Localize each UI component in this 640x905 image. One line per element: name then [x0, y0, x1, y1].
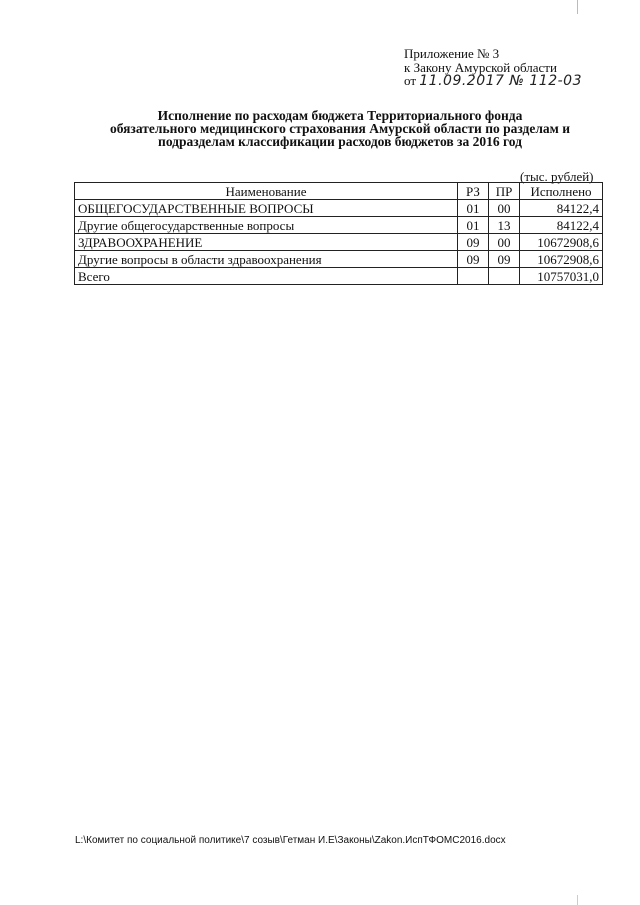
header-executed: Исполнено: [520, 183, 603, 200]
header-name: Наименование: [75, 183, 458, 200]
expenditure-table: [74, 182, 603, 285]
units-label: (тыс. рублей): [520, 169, 594, 184]
row-value: 10757031,0: [520, 268, 603, 285]
table-row: [75, 251, 603, 268]
row-pr: 13: [489, 217, 520, 234]
appendix-law: к Закону Амурской области: [404, 59, 557, 75]
row-name: ЗДРАВООХРАНЕНИЕ: [75, 234, 458, 251]
table-row: [75, 200, 603, 217]
appendix-date-line: [404, 74, 582, 89]
row-rz: 09: [458, 234, 489, 251]
appendix-date-prefix: от: [404, 73, 417, 88]
table-row: [75, 217, 603, 234]
row-name: Всего: [75, 268, 458, 285]
scan-edge-mark-bottom: [577, 895, 578, 905]
appendix-block: [404, 47, 582, 89]
row-rz: 09: [458, 251, 489, 268]
title-line-3: подразделам классификации расходов бюджетов за 2016 год: [158, 134, 522, 149]
scan-edge-mark: [577, 0, 578, 14]
table-row: [75, 234, 603, 251]
header-pr: ПР: [489, 183, 520, 200]
row-pr: 00: [489, 234, 520, 251]
row-name: Другие общегосударственные вопросы: [75, 217, 458, 234]
row-rz: 01: [458, 217, 489, 234]
title-line-2: обязательного медицинского страхования Амурской области по разделам и: [109, 121, 571, 136]
row-value: 10672908,6: [520, 251, 603, 268]
row-name: ОБЩЕГОСУДАРСТВЕННЫЕ ВОПРОСЫ: [75, 200, 458, 217]
document-title: [70, 109, 610, 148]
file-path-footer: L:\Комитет по социальной политике\7 созыв\Гетман И.Е\Законы\Zakon.ИспТФОМС2016.docx: [75, 835, 506, 846]
title-line-1: Исполнение по расходам бюджета Территориального фонда: [157, 108, 523, 123]
row-rz: 01: [458, 200, 489, 217]
row-rz: [458, 268, 489, 285]
row-name: Другие вопросы в области здравоохранения: [75, 251, 458, 268]
row-value: 10672908,6: [520, 234, 603, 251]
appendix-number: Приложение № 3: [404, 46, 500, 61]
row-value: 84122,4: [520, 200, 603, 217]
row-pr: 00: [489, 200, 520, 217]
table-header-row: [75, 183, 603, 200]
row-pr: 09: [489, 251, 520, 268]
row-pr: [489, 268, 520, 285]
row-value: 84122,4: [520, 217, 603, 234]
table-row-total: [75, 268, 603, 285]
handwritten-date-number: 11.09.2017 № 112-03: [419, 73, 582, 89]
header-rz: РЗ: [458, 183, 489, 200]
